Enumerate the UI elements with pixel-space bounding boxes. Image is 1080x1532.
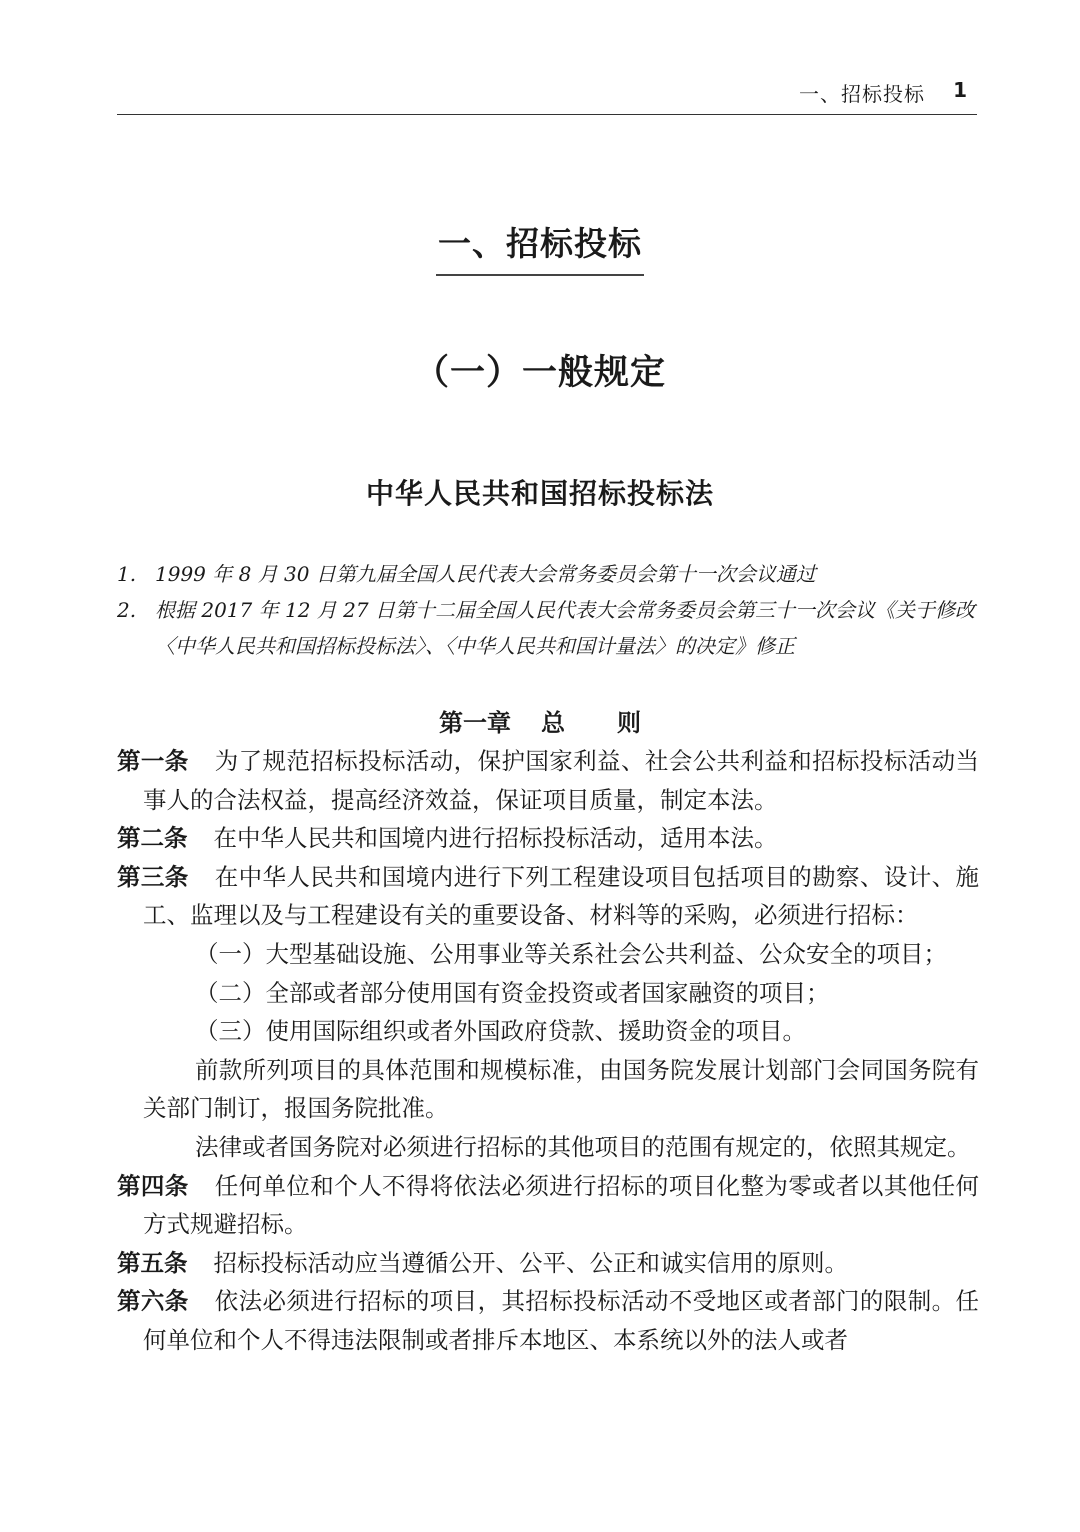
article-label: 第二条 [117,824,188,853]
history-item-number: 2. [117,598,137,622]
article-text: 在中华人民共和国境内进行招标投标活动，适用本法。 [213,824,778,853]
article-text: 招标投标活动应当遵循公开、公平、公正和诚实信用的原则。 [213,1248,848,1277]
article-3-paragraph-3: 法律或者国务院对必须进行招标的其他项目的范围有规定的，依照其规定。 [195,1132,971,1161]
article-text: 在中华人民共和国境内进行下列工程建设项目包括项目的勘察、设计、施工、监理以及与工程建设有关的重要设备、材料等的采购，必须进行招标： [143,862,980,930]
article-text: 任何单位和个人不得将依法必须进行招标的项目化整为零或者以其他任何方式规避招标。 [143,1171,980,1239]
chapter-name-part-2: 则 [617,709,641,737]
article-3-clause-3: （三）使用国际组织或者外国政府贷款、援助资金的项目。 [195,1017,806,1046]
article-label: 第六条 [117,1287,189,1316]
article-5 [117,1244,979,1283]
history-item-number: 1. [117,562,137,586]
article-label: 第三条 [117,862,189,891]
subsection-title: （一）一般规定 [413,353,666,393]
history-item [117,556,979,592]
article-label: 第四条 [117,1171,189,1200]
chapter-number: 第一章 [439,709,511,737]
article-6 [117,1282,979,1359]
law-body [117,742,979,1360]
part-title-text: 一、招标投标 [436,218,644,276]
chapter-name-part-1: 总 [541,709,565,737]
article-text: 依法必须进行招标的项目，其招标投标活动不受地区或者部门的限制。任何单位和个人不得违法限制或者排斥本地区、本系统以外的法人或者 [143,1287,980,1354]
article-text: 为了规范招标投标活动，保护国家利益、社会公共利益和招标投标活动当事人的合法权益，提高经济效益，保证项目质量，制定本法。 [143,747,980,814]
chapter-heading [0,703,1080,738]
running-header [117,78,977,115]
article-4 [117,1167,979,1244]
part-title [0,218,1080,276]
history-item-text: 1999 年 8 月 30 日第九届全国人民代表大会常务委员会第十一次会议通过 [155,562,816,586]
legislative-history [117,556,979,664]
article-2 [117,819,979,858]
page-number: 1 [953,78,967,102]
law-title: 中华人民共和国招标投标法 [365,477,714,510]
history-item [117,592,979,664]
article-3-clause-1: （一）大型基础设施、公用事业等关系社会公共利益、公众安全的项目； [195,939,947,968]
running-header-section: 一、招标投标 [799,82,925,106]
history-item-text: 根据 2017 年 12 月 27 日第十二届全国人民代表大会常务委员会第三十一次会议《关于修改〈中华人民共和国招标投标法〉、〈中华人民共和国计量法〉的决定》修正 [155,598,975,658]
article-1 [117,742,979,819]
article-3-clause-2: （二）全部或者部分使用国有资金投资或者国家融资的项目； [195,978,830,1007]
article-3 [117,858,979,935]
article-3-paragraph-2: 前款所列项目的具体范围和规模标准，由国务院发展计划部门会同国务院有关部门制订，报国务院批准。 [143,1055,979,1123]
article-label: 第一条 [117,747,189,775]
article-label: 第五条 [117,1248,188,1277]
